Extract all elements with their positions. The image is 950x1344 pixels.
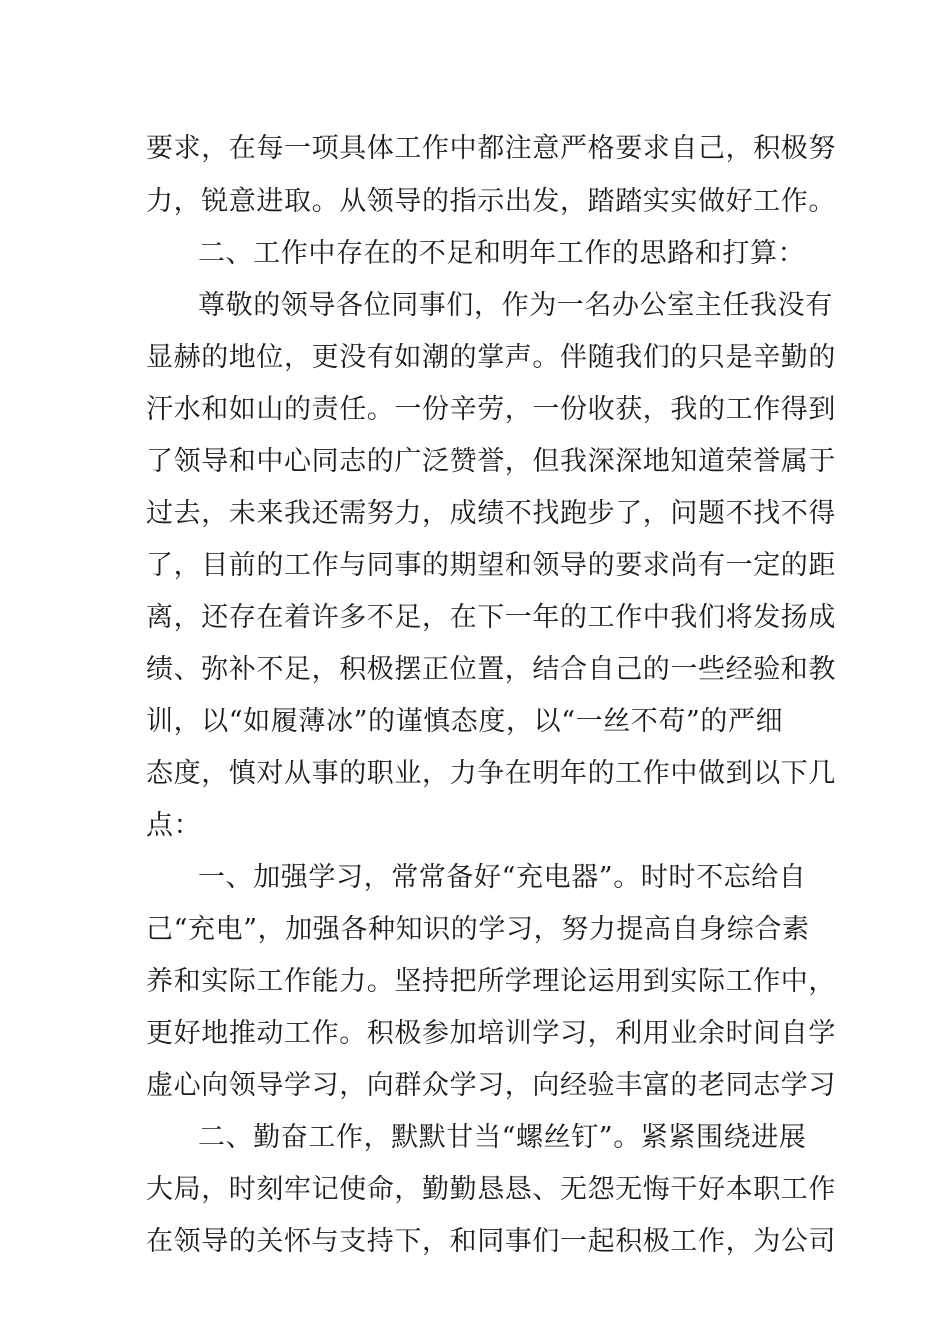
text-line: 更好地推动工作。积极参加培训学习，利用业余时间自学 xyxy=(146,1018,836,1049)
text-line: 绩、弥补不足，积极摆正位置，结合自己的一些经验和教 xyxy=(146,654,836,685)
text-line: 离，还存在着许多不足，在下一年的工作中我们将发扬成 xyxy=(146,602,836,633)
text-line: 大局，时刻牢记使命，勤勤恳恳、无怨无悔干好本职工作 xyxy=(146,1174,836,1205)
text-line: 汗水和如山的责任。一份辛劳，一份收获，我的工作得到 xyxy=(146,394,836,425)
text-line: 力，锐意进取。从领导的指示出发，踏踏实实做好工作。 xyxy=(146,186,836,217)
section-heading: 二、工作中存在的不足和明年工作的思路和打算： xyxy=(198,238,806,269)
text-line: 态度，慎对从事的职业，力争在明年的工作中做到以下几 xyxy=(146,758,836,789)
text-line: 了领导和中心同志的广泛赞誉，但我深深地知道荣誉属于 xyxy=(146,446,836,477)
text-line: 训，以“如履薄冰”的谨慎态度，以“一丝不苟”的严细 xyxy=(146,706,784,737)
text-line: 了，目前的工作与同事的期望和领导的要求尚有一定的距 xyxy=(146,550,836,581)
text-line: 在领导的关怀与支持下，和同事们一起积极工作，为公司 xyxy=(146,1226,836,1257)
text-line: 显赫的地位，更没有如潮的掌声。伴随我们的只是辛勤的 xyxy=(146,342,836,373)
text-line: 过去，未来我还需努力，成绩不找跑步了，问题不找不得 xyxy=(146,498,836,529)
text-line: 虚心向领导学习，向群众学习，向经验丰富的老同志学习 xyxy=(146,1070,836,1101)
list-item-1-start: 一、加强学习，常常备好“充电器”。时时不忘给自 xyxy=(198,862,807,893)
paragraph-start-line: 尊敬的领导各位同事们，作为一名办公室主任我没有 xyxy=(198,290,833,321)
text-line: 点： xyxy=(146,810,202,841)
text-line: 养和实际工作能力。坚持把所学理论运用到实际工作中， xyxy=(146,966,836,997)
text-line: 己“充电”，加强各种知识的学习，努力提高自身综合素 xyxy=(146,914,810,945)
list-item-2-start: 二、勤奋工作，默默甘当“螺丝钉”。紧紧围绕进展 xyxy=(198,1122,807,1153)
text-line: 要求，在每一项具体工作中都注意严格要求自己，积极努 xyxy=(146,133,836,164)
